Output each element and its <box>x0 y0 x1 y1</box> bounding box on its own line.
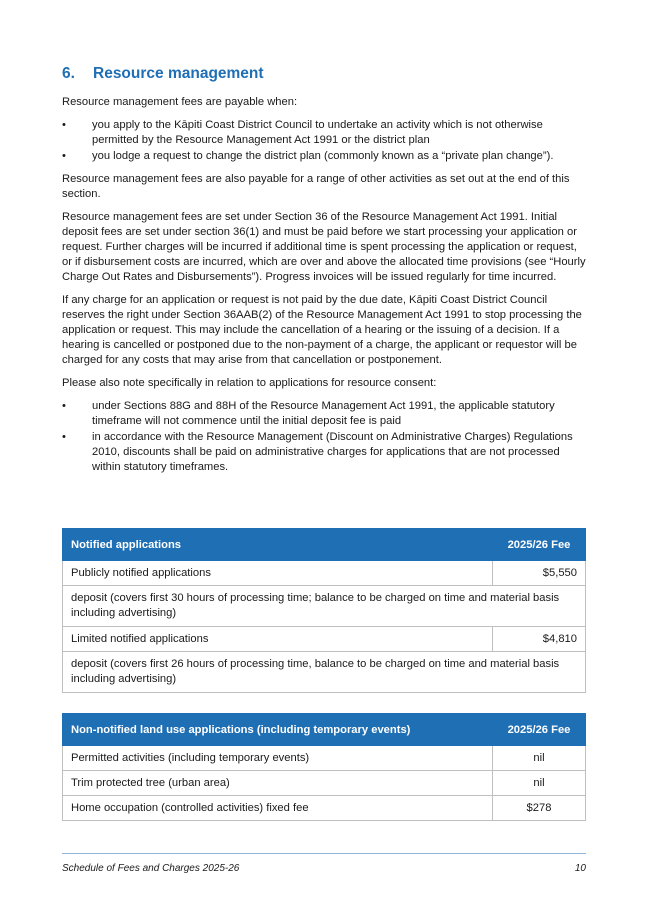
row-fee: $4,810 <box>493 627 586 652</box>
bullet-list-consent <box>62 399 586 475</box>
row-fee: $278 <box>493 796 586 821</box>
intro-paragraph: Resource management fees are payable when: <box>62 96 298 108</box>
table-row <box>63 586 586 627</box>
page-number: 10 <box>574 863 586 874</box>
non-notified-applications-table <box>62 713 586 821</box>
fee-header: 2025/26 Fee <box>493 529 586 561</box>
section-body <box>62 95 586 483</box>
row-label: Home occupation (controlled activities) fixed fee <box>63 796 493 821</box>
row-fee: $5,550 <box>493 561 586 586</box>
table-header: Notified applications <box>63 529 493 561</box>
row-label: Limited notified applications <box>63 627 493 652</box>
table-row <box>63 561 586 586</box>
list-item: • in accordance with the Resource Management (Discount on Administrative Charges) Regulations 2010, discounts shall be paid on administrative charges for applications that are not processed within statutory timeframes. <box>62 431 573 473</box>
footer-title: Schedule of Fees and Charges 2025-26 <box>62 863 240 874</box>
paragraph-note: Please also note specifically in relation to applications for resource consent: <box>62 377 437 389</box>
row-label: Publicly notified applications <box>63 561 493 586</box>
bullet-glyph: • <box>62 119 66 131</box>
table-header: Non-notified land use applications (including temporary events) <box>63 714 493 746</box>
section-number: 6. <box>62 65 75 82</box>
fee-header: 2025/26 Fee <box>493 714 586 746</box>
section-title: Resource management <box>93 65 264 82</box>
paragraph-non-payment: If any charge for an application or request is not paid by the due date, Kāpiti Coast District Council reserves the right under Section 36AAB(2) of the Resource Management Act 1991 to stop processing the application or request. This may include the cancellation of a hearing or the issuing of a decision. If a hearing is cancelled or postponed due to the non-payment of a charge, the applicant or requestor will be charged for any costs that may arise from that cancellation or postponement. <box>62 294 582 366</box>
table-header-row <box>63 529 586 561</box>
bullet-list-payable <box>62 118 586 164</box>
bullet-glyph: • <box>62 400 66 412</box>
list-item: • you apply to the Kāpiti Coast District Council to undertake an activity which is not otherwise permitted by the Resource Management Act 1991 or the district plan <box>62 119 543 146</box>
bullet-glyph: • <box>62 431 66 443</box>
table-row <box>63 627 586 652</box>
list-item: • under Sections 88G and 88H of the Resource Management Act 1991, the applicable statutory timeframe will not commence until the initial deposit fee is paid <box>62 400 555 427</box>
paragraph-other-activities: Resource management fees are also payable for a range of other activities as set out at the end of this section. <box>62 173 570 200</box>
row-label: Permitted activities (including temporary events) <box>63 746 493 771</box>
row-note: deposit (covers first 30 hours of processing time; balance to be charged on time and material basis including advertising) <box>63 586 586 627</box>
list-item: • you lodge a request to change the district plan (commonly known as a “private plan change”). <box>62 150 554 162</box>
row-label: Trim protected tree (urban area) <box>63 771 493 796</box>
paragraph-section-36: Resource management fees are set under Section 36 of the Resource Management Act 1991. Initial deposit fees are set under section 36(1) and must be paid before we start processing your application or request. Further charges will be incurred if additional time is spent processing the application or request, or if disbursement costs are incurred, which are over and above the allocated time provisions (see “Hourly Charge Out Rates and Disbursements”). Progress invoices will be issued regularly for time incurred. <box>62 211 586 283</box>
table-row <box>63 771 586 796</box>
table-row <box>63 652 586 693</box>
row-fee: nil <box>493 771 586 796</box>
row-fee: nil <box>493 746 586 771</box>
bullet-glyph: • <box>62 150 66 162</box>
row-note: deposit (covers first 26 hours of processing time, balance to be charged on time and material basis including advertising) <box>63 652 586 693</box>
footer-divider <box>62 853 586 854</box>
notified-applications-table <box>62 528 586 693</box>
table-row <box>63 746 586 771</box>
table-header-row <box>63 714 586 746</box>
table-row <box>63 796 586 821</box>
section-heading <box>62 65 264 83</box>
